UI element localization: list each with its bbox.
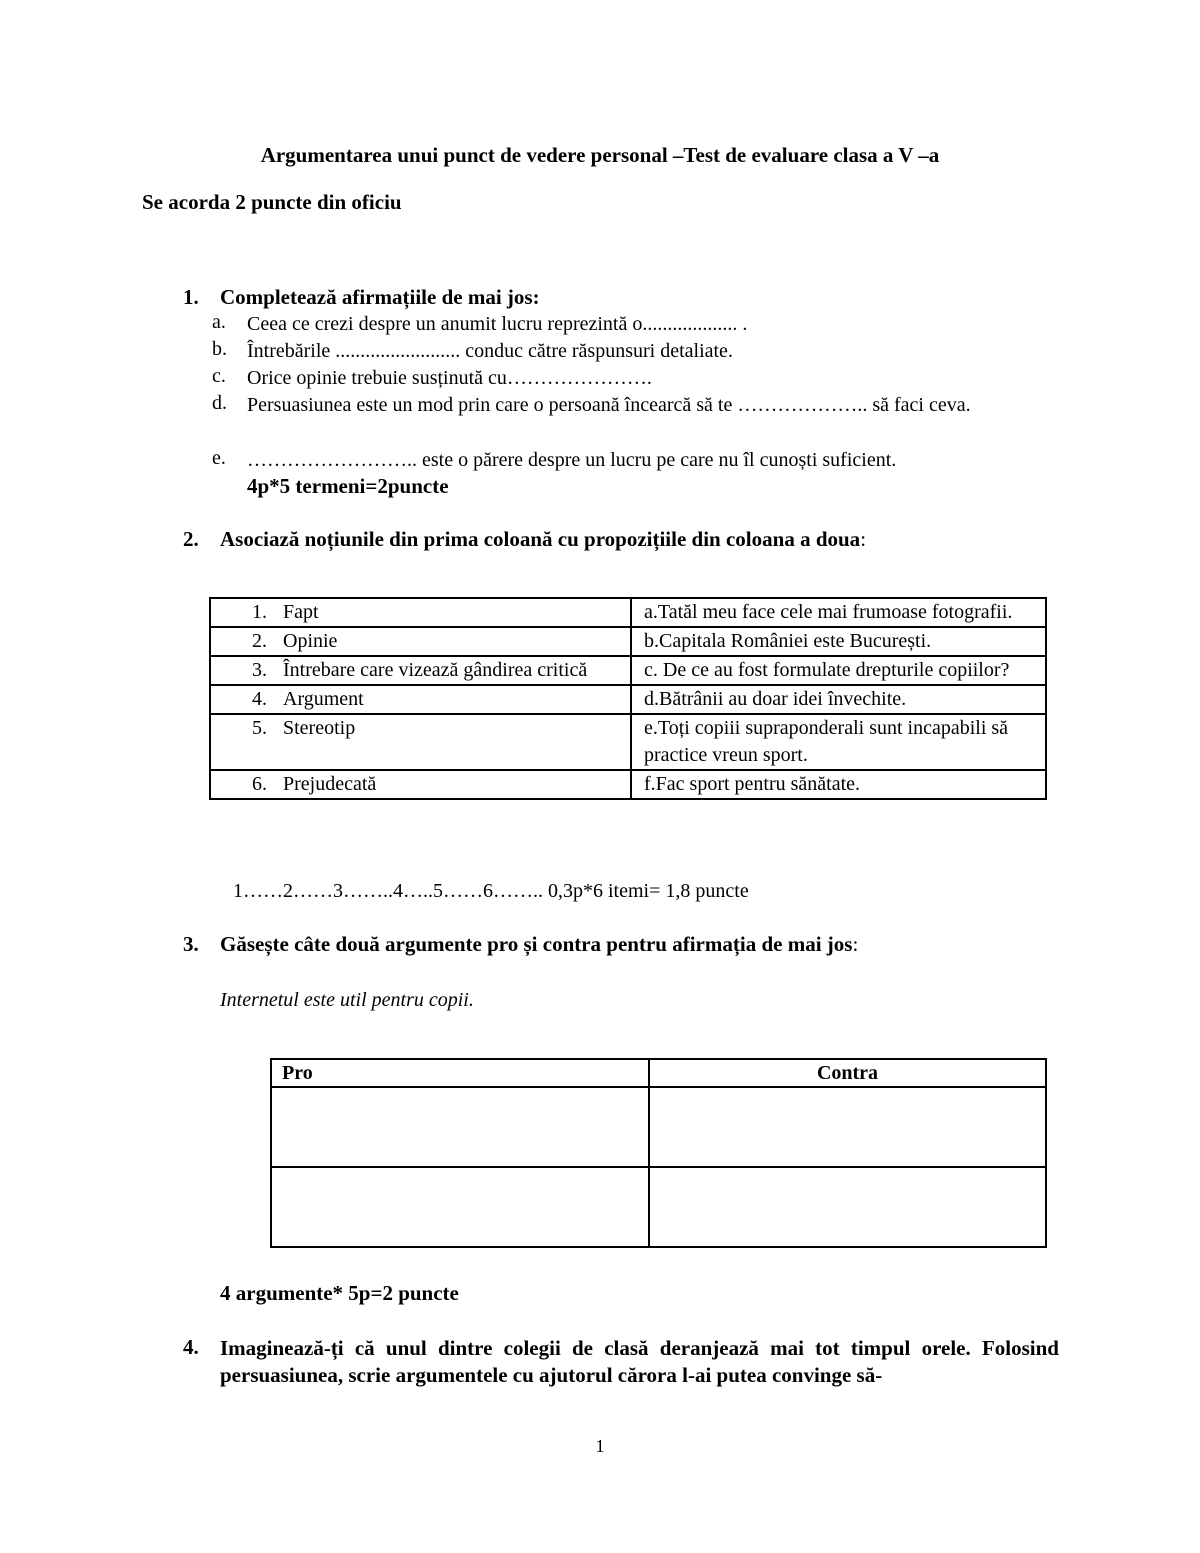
sentence-cell: c. De ce au fost formulate drepturile copiilor? bbox=[631, 656, 1046, 685]
q1-item-letter: d. bbox=[212, 392, 227, 414]
notion-cell bbox=[210, 714, 631, 770]
table-row bbox=[210, 598, 1046, 627]
q3-heading-text: Găsește câte două argumente pro și contra pentru afirmația de mai jos bbox=[220, 932, 853, 956]
q1-item-letter: a. bbox=[212, 311, 226, 333]
table-row bbox=[210, 714, 1046, 770]
q1-number: 1. bbox=[183, 285, 199, 309]
pro-answer-cell[interactable] bbox=[271, 1087, 649, 1167]
q3-number: 3. bbox=[183, 932, 199, 956]
notion-text: Opinie bbox=[283, 630, 338, 652]
table-row bbox=[210, 770, 1046, 799]
notion-text: Stereotip bbox=[283, 717, 356, 739]
notion-text: Fapt bbox=[283, 601, 319, 623]
table-row bbox=[210, 685, 1046, 714]
contra-header: Contra bbox=[649, 1059, 1046, 1087]
q2-answer-line: 1……2……3……..4…..5……6…….. 0,3p*6 itemi= 1,8 puncte bbox=[233, 880, 749, 902]
row-number: 5. bbox=[252, 717, 267, 739]
points-note: Se acorda 2 puncte din oficiu bbox=[142, 190, 402, 214]
contra-answer-cell[interactable] bbox=[649, 1087, 1046, 1167]
q4-heading: Imaginează-ți că unul dintre colegii de clasă deranjează mai tot timpul orele. Folosind persuasiunea, scrie argumentele cu ajutorul cărora l-ai putea convinge să- bbox=[220, 1336, 1059, 1387]
page-number: 1 bbox=[595, 1436, 605, 1456]
sentence-cell: a.Tatăl meu face cele mai frumoase fotografii. bbox=[631, 598, 1046, 627]
q1-score: 4p*5 termeni=2puncte bbox=[247, 474, 449, 498]
table-row bbox=[271, 1087, 1046, 1167]
notion-cell bbox=[210, 770, 631, 799]
pro-answer-cell[interactable] bbox=[271, 1167, 649, 1247]
notion-cell bbox=[210, 598, 631, 627]
q2-heading-text: Asociază noțiunile din prima coloană cu propozițiile din coloana a doua bbox=[220, 527, 861, 551]
sentence-cell: d.Bătrânii au doar idei învechite. bbox=[631, 685, 1046, 714]
q2-number: 2. bbox=[183, 527, 199, 551]
sentence-cell: f.Fac sport pentru sănătate. bbox=[631, 770, 1046, 799]
q1-item: …………………….. este o părere despre un lucru pe care nu îl cunoști suficient. bbox=[247, 449, 897, 471]
q1-item: Ceea ce crezi despre un anumit lucru reprezintă o................... . bbox=[247, 313, 748, 335]
q1-item: Orice opinie trebuie susținută cu…………………. bbox=[247, 367, 652, 389]
notion-text: Întrebare care vizează gândirea critică bbox=[283, 659, 588, 681]
sentence-cell: e.Toți copiii supraponderali sunt incapabili să practice vreun sport. bbox=[631, 714, 1046, 770]
q1-item-letter: b. bbox=[212, 338, 227, 360]
q2-heading-colon: : bbox=[860, 527, 867, 551]
pro-contra-table bbox=[270, 1058, 1047, 1248]
notion-cell bbox=[210, 685, 631, 714]
q1-item-letter: c. bbox=[212, 365, 226, 387]
q3-heading bbox=[220, 932, 858, 957]
q3-heading-colon: : bbox=[852, 932, 859, 956]
notion-cell bbox=[210, 656, 631, 685]
row-number: 6. bbox=[252, 773, 267, 795]
q2-heading bbox=[220, 527, 866, 552]
row-number: 1. bbox=[252, 601, 267, 623]
notion-text: Prejudecată bbox=[283, 773, 377, 795]
table-row bbox=[271, 1167, 1046, 1247]
association-table bbox=[209, 597, 1047, 800]
row-number: 3. bbox=[252, 659, 267, 681]
q3-score: 4 argumente* 5p=2 puncte bbox=[220, 1281, 459, 1305]
sentence-cell: b.Capitala României este București. bbox=[631, 627, 1046, 656]
table-row bbox=[210, 627, 1046, 656]
q1-item: Întrebările ......................... conduc către răspunsuri detaliate. bbox=[247, 340, 733, 362]
q1-heading: Completează afirmațiile de mai jos: bbox=[220, 285, 540, 309]
contra-answer-cell[interactable] bbox=[649, 1167, 1046, 1247]
table-header-row bbox=[271, 1059, 1046, 1087]
row-number: 2. bbox=[252, 630, 267, 652]
q4-number: 4. bbox=[183, 1335, 199, 1359]
notion-text: Argument bbox=[283, 688, 364, 710]
page-title: Argumentarea unui punct de vedere personal –Test de evaluare clasa a V –a bbox=[260, 143, 940, 167]
q1-item-letter: e. bbox=[212, 447, 226, 469]
notion-cell bbox=[210, 627, 631, 656]
q3-statement: Internetul este util pentru copii. bbox=[220, 989, 474, 1011]
row-number: 4. bbox=[252, 688, 267, 710]
table-row bbox=[210, 656, 1046, 685]
q1-item: Persuasiunea este un mod prin care o persoană încearcă să te ……………….. să faci ceva. bbox=[247, 394, 971, 416]
pro-header: Pro bbox=[271, 1059, 649, 1087]
